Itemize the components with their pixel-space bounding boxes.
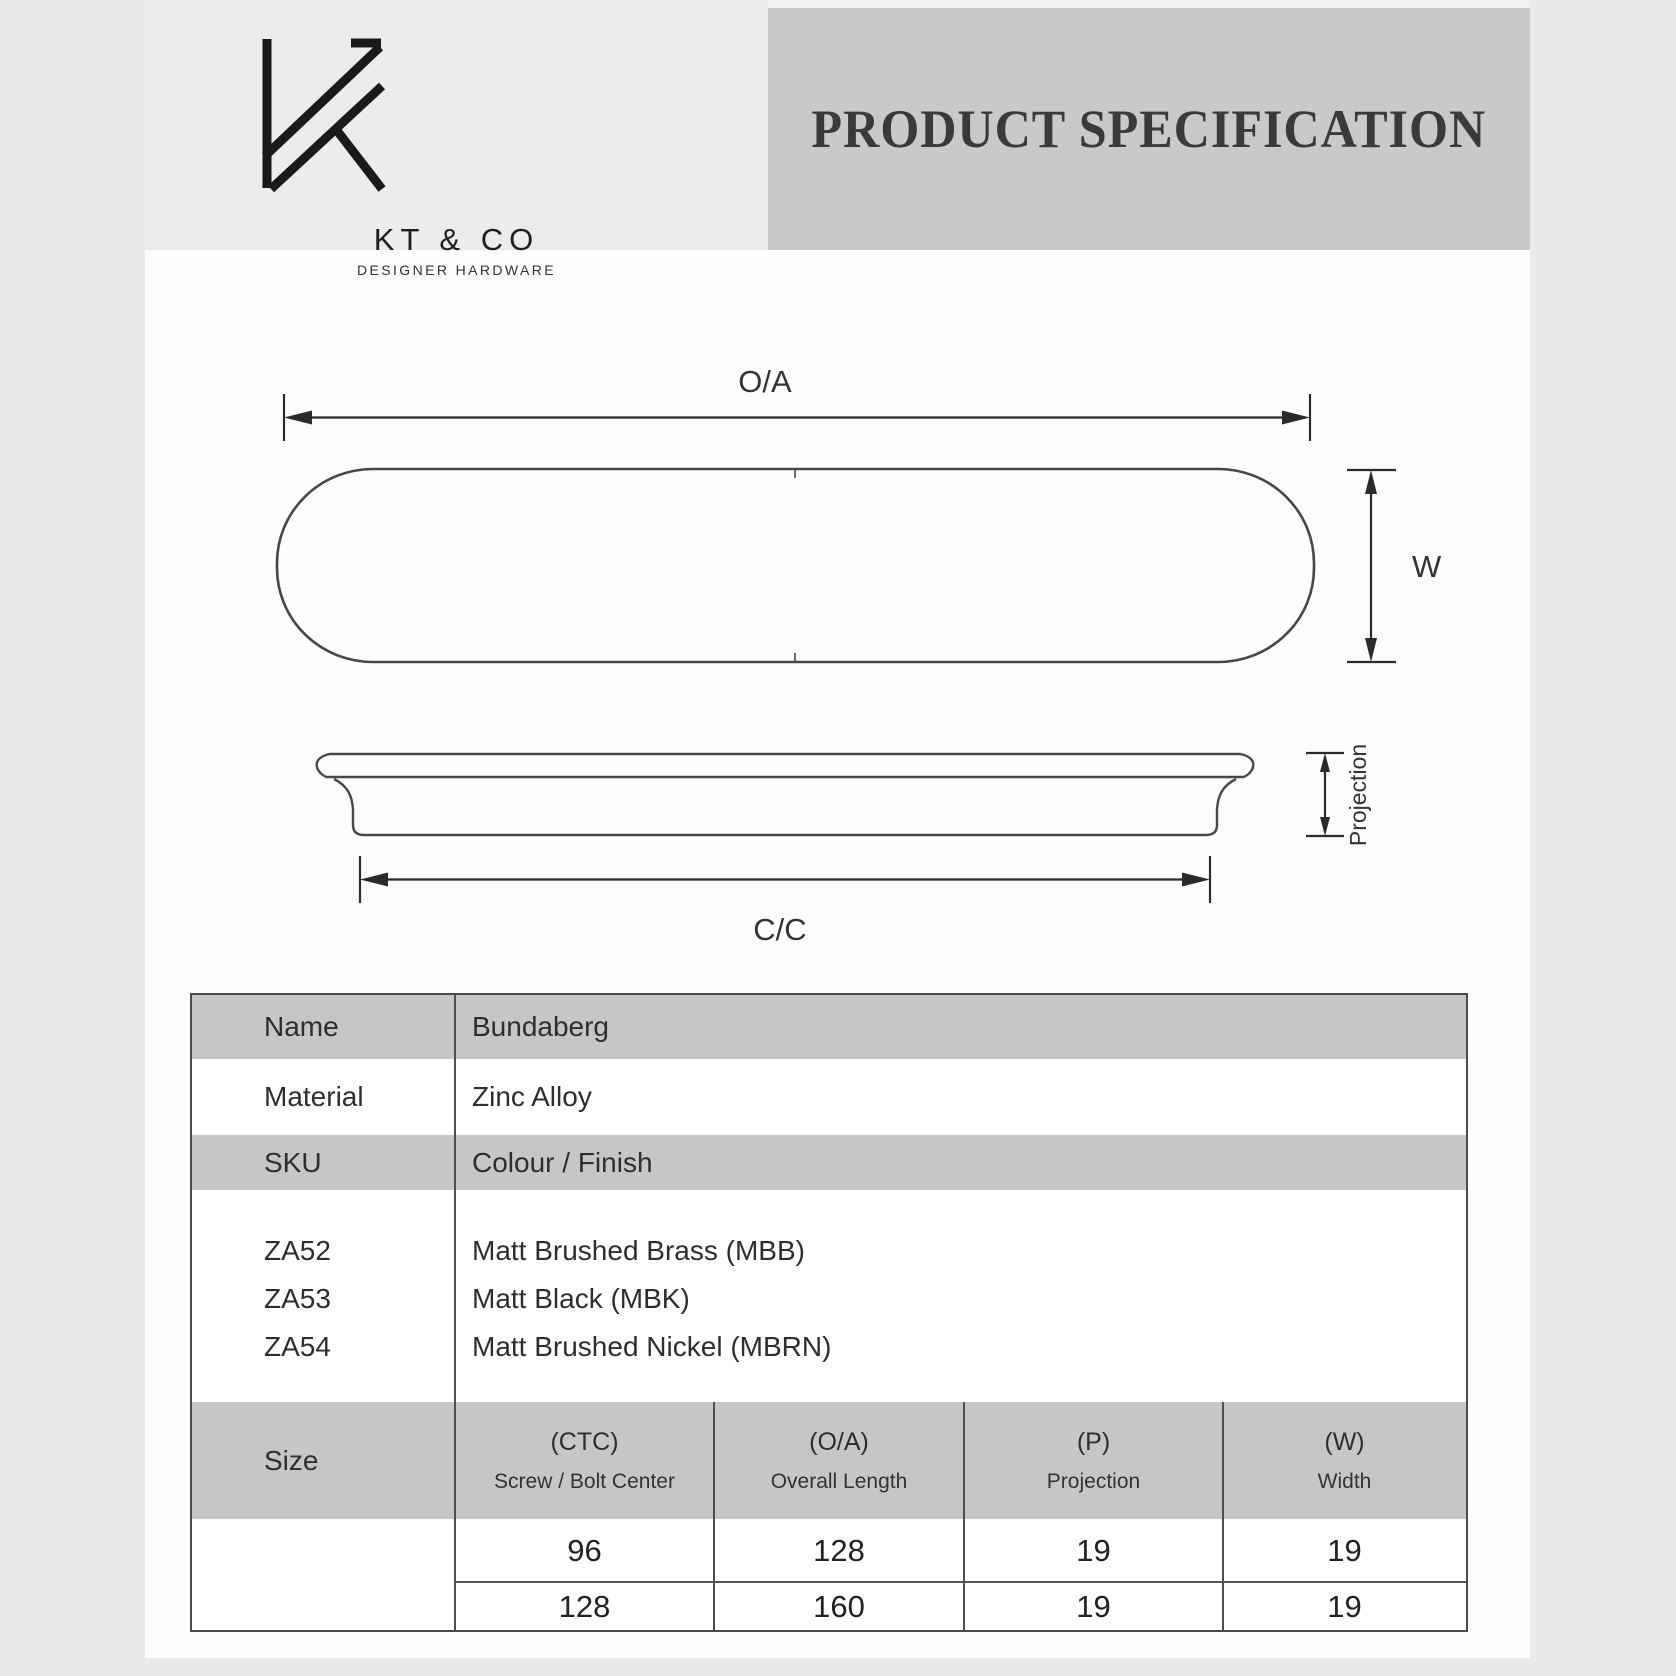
size-col-desc: Width — [1317, 1469, 1372, 1493]
cc-dimension — [360, 856, 1210, 903]
size-col-desc: Overall Length — [770, 1469, 908, 1493]
logo-panel — [145, 0, 768, 250]
spec-table — [190, 993, 1468, 1632]
name-value: Bundaberg — [472, 1011, 610, 1042]
material-value: Zinc Alloy — [472, 1081, 592, 1112]
size-col-desc: Projection — [1046, 1469, 1141, 1493]
title-panel — [768, 8, 1530, 250]
size-col-p — [964, 1402, 1223, 1519]
finish-list — [192, 1190, 1466, 1402]
finish-value: Matt Black (MBK) — [472, 1283, 690, 1314]
table-divider-col3 — [963, 1402, 965, 1630]
w-dimension-label: W — [1412, 549, 1442, 584]
brand-logo-icon — [252, 36, 404, 214]
material-label: Material — [264, 1081, 364, 1112]
cc-dimension-label: C/C — [753, 912, 807, 947]
size-col-abbr: (P) — [1076, 1427, 1111, 1456]
table-divider-col1 — [454, 995, 456, 1630]
size-value-ctc: 128 — [558, 1589, 611, 1624]
size-value-w: 19 — [1327, 1589, 1362, 1624]
brand-name: KT & CO — [373, 222, 540, 257]
oa-dimension — [284, 394, 1310, 441]
size-value-oa: 160 — [813, 1589, 865, 1624]
size-col-w — [1223, 1402, 1466, 1519]
sku-label: SKU — [264, 1147, 322, 1178]
sku-code: ZA53 — [264, 1283, 331, 1314]
size-col-abbr: (W) — [1324, 1427, 1365, 1456]
size-col-abbr: (O/A) — [809, 1427, 869, 1456]
size-value-ctc: 96 — [567, 1533, 602, 1568]
technical-drawing — [140, 300, 1530, 970]
row-name-bg — [192, 995, 1466, 1059]
size-value-p: 19 — [1076, 1533, 1111, 1568]
brand-tagline: DESIGNER HARDWARE — [357, 262, 556, 278]
size-col-desc: Screw / Bolt Center — [494, 1469, 675, 1493]
w-dimension — [1347, 470, 1396, 662]
table-divider-col4 — [1222, 1402, 1224, 1630]
table-divider-col2 — [713, 1402, 715, 1630]
size-value-w: 19 — [1327, 1533, 1362, 1568]
oa-dimension-label: O/A — [738, 364, 792, 399]
finish-value: Matt Brushed Nickel (MBRN) — [472, 1331, 832, 1362]
size-value-oa: 128 — [813, 1533, 865, 1568]
handle-side-view — [317, 754, 1254, 835]
size-value-p: 19 — [1076, 1589, 1111, 1624]
finish-label: Colour / Finish — [472, 1147, 653, 1178]
title-panel-top-strip — [768, 0, 1530, 8]
sku-code: ZA52 — [264, 1235, 331, 1266]
page-title: PRODUCT SPECIFICATION — [811, 99, 1487, 159]
finish-value: Matt Brushed Brass (MBB) — [472, 1235, 805, 1266]
row-sku-bg — [192, 1135, 1466, 1190]
sku-code: ZA54 — [264, 1331, 331, 1362]
size-col-abbr: (CTC) — [550, 1427, 619, 1456]
handle-top-view — [277, 469, 1314, 662]
size-label: Size — [264, 1445, 319, 1476]
table-divider-size-rows — [454, 1581, 1466, 1583]
name-label: Name — [264, 1011, 339, 1042]
size-col-oa — [714, 1402, 964, 1519]
projection-dimension-label: Projection — [1345, 743, 1371, 847]
size-col-ctc — [455, 1402, 714, 1519]
